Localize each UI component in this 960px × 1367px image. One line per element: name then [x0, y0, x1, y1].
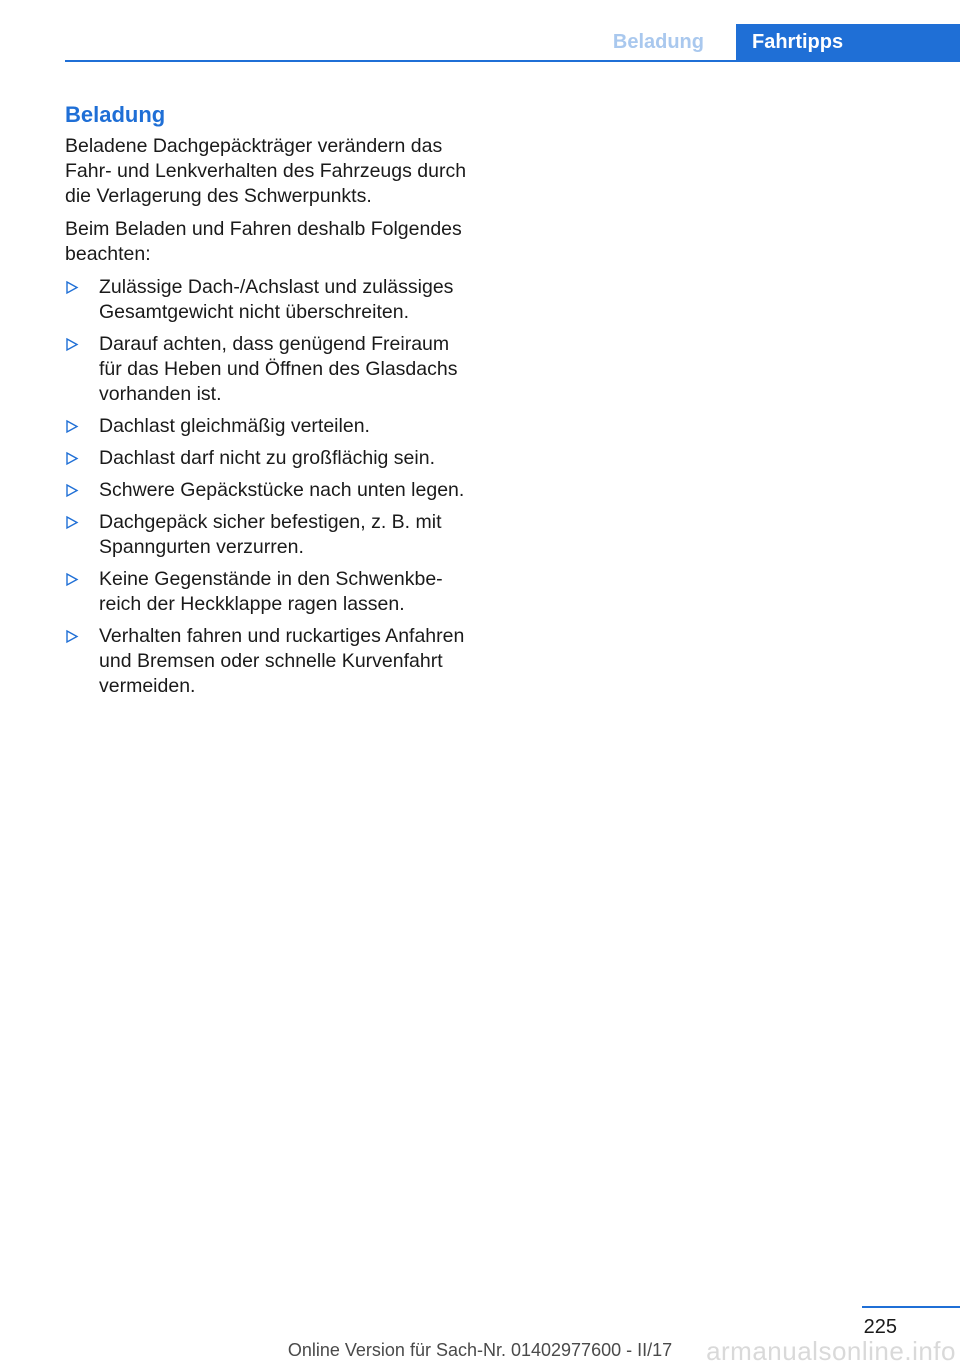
- watermark-text: armanualsonline.info: [706, 1336, 956, 1366]
- intro-paragraph: Beladene Dachgepäckträger verändern das Fahr- und Lenkverhalten des Fahrzeugs durch die Verlagerung des Schwerpunkts.: [65, 135, 467, 207]
- header-chapter-tab: Fahrtipps: [736, 24, 960, 62]
- section-heading: Beladung: [65, 102, 166, 127]
- triangle-bullet-icon: [65, 414, 79, 439]
- triangle-bullet-icon: [65, 567, 79, 592]
- list-item-text: Verhalten fahren und ruckartiges Anfahren und Bremsen oder schnelle Kurvenfahrt vermeiden.: [99, 625, 465, 697]
- main-content: [65, 100, 477, 706]
- list-item: [65, 446, 477, 471]
- footer-divider: [862, 1306, 960, 1308]
- list-item-text: Dachlast darf nicht zu großflächig sein.: [99, 447, 435, 469]
- list-item: [65, 332, 477, 407]
- triangle-bullet-icon: [65, 332, 79, 357]
- lead-paragraph: Beim Beladen und Fahren deshalb Folgendes beachten:: [65, 218, 462, 265]
- footer-text: Online Version für Sach-Nr. 01402977600 - II/17: [287, 1340, 673, 1360]
- list-item: [65, 624, 477, 699]
- triangle-bullet-icon: [65, 624, 79, 649]
- triangle-bullet-icon: [65, 446, 79, 471]
- list-item: [65, 478, 477, 503]
- list-item-text: Schwere Gepäckstücke nach unten legen.: [99, 479, 465, 501]
- triangle-bullet-icon: [65, 275, 79, 300]
- triangle-bullet-icon: [65, 510, 79, 535]
- list-item-text: Dachgepäck sicher befestigen, z. B. mit Spanngurten verzurren.: [99, 511, 442, 558]
- header-section-label: Beladung: [612, 31, 704, 53]
- list-item-text: Zulässige Dach-/Achslast und zulässiges Gesamtgewicht nicht überschreiten.: [99, 276, 454, 323]
- triangle-bullet-icon: [65, 478, 79, 503]
- list-item-text: Keine Gegenstände in den Schwenkbe-reich der Heckklappe ragen lassen.: [99, 568, 443, 615]
- header-divider: [65, 60, 960, 62]
- list-item-text: Dachlast gleichmäßig verteilen.: [99, 415, 370, 437]
- list-item: [65, 275, 477, 325]
- list-item-text: Darauf achten, dass genügend Freiraum für das Heben und Öffnen des Glasdachs vorhanden ist.: [99, 333, 458, 405]
- page-number: 225: [863, 1316, 897, 1338]
- list-item: [65, 414, 477, 439]
- list-item: [65, 567, 477, 617]
- list-item: [65, 510, 477, 560]
- instruction-list: [65, 275, 477, 699]
